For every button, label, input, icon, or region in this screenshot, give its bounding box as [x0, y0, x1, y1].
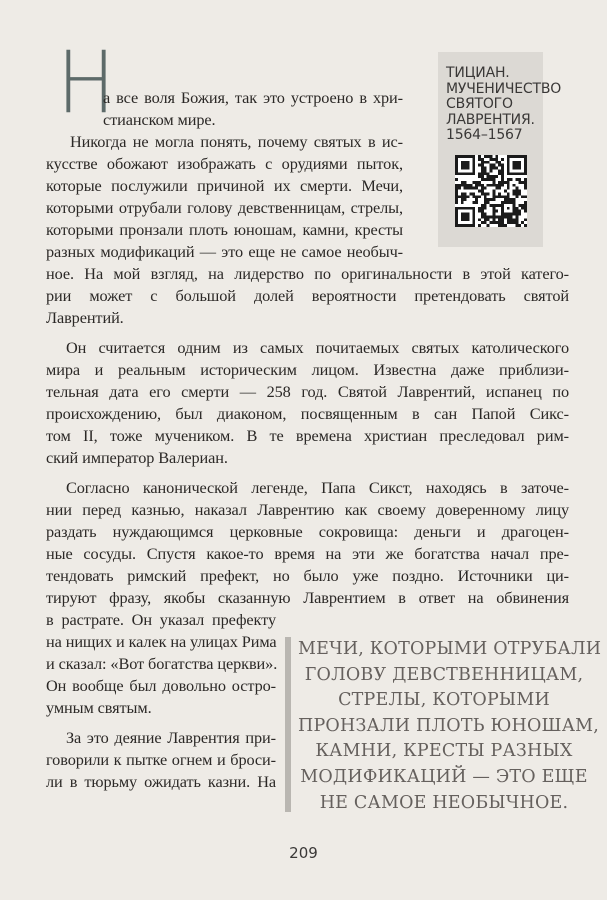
quote-line: МЕЧИ, КОТОРЫМИ ОТРУБАЛИ: [298, 639, 602, 659]
drop-cap: Н: [57, 33, 116, 133]
quote-line: КАМНИ, КРЕСТЫ РАЗНЫХ: [315, 741, 573, 762]
quote-line: МОДИФИКАЦИЙ — ЭТО ЕЩЕ: [300, 766, 588, 787]
text-line: на нищих и калек на улицах Рима: [46, 632, 277, 651]
text-line: рии может с большой долей вероятности претендовать святой: [46, 286, 569, 305]
text-line: Он считается одним из самых почитаемых святых католического: [66, 338, 569, 357]
text-line: За это деяние Лаврентия при-: [66, 728, 276, 747]
caption-line: ТИЦИАН.: [446, 65, 510, 81]
text-line: тируют фразу, якобы сказанную Лаврентием в ответ на обвинения: [46, 588, 569, 607]
text-line: Лаврентий.: [46, 308, 124, 327]
qr-code-icon[interactable]: [455, 155, 527, 227]
text-line: Он вообще был довольно остро-: [46, 676, 276, 695]
text-line: кусстве обожают изображать с орудиями пыток,: [46, 154, 403, 173]
text-line: которыми отрубали голову девственницам, стрелы,: [46, 198, 403, 217]
text-line: ский император Валериан.: [46, 448, 228, 467]
text-line: ли в тюрьму ожидать казни. На: [46, 772, 276, 791]
pull-quote-rule: [285, 637, 291, 812]
text-line: стианском мире.: [103, 110, 216, 129]
text-line: тендовать римский префект, но было уже поздно. Источники ци-: [46, 566, 569, 585]
text-line: мира и реальным историческим лицом. Известна даже приблизи-: [46, 360, 569, 379]
text-line: нии перед казнью, наказал Лаврентию как своему доверенному лицу: [46, 500, 569, 519]
caption-line: СВЯТОГО: [446, 96, 513, 112]
pull-quote: [298, 637, 602, 816]
text-line: умным святым.: [46, 698, 152, 717]
text-line: и сказал: «Вот богатства церкви».: [46, 654, 278, 673]
text-line: ное. На мой взгляд, на лидерство по оригинальности в этой катего-: [46, 264, 569, 283]
text-line: раздать нуждающимся церковные сокровища: деньги и драгоцен-: [46, 522, 569, 541]
text-line: а все воля Божия, так это устроено в хри-: [103, 88, 403, 107]
caption-line: 1564–1567: [446, 127, 523, 143]
text-line: которые послужили причиной их смерти. Мечи,: [46, 176, 403, 195]
text-line: ные сосуды. Спустя какое-то время на эти же богатства начал пре-: [46, 544, 569, 563]
caption-line: МУЧЕНИЧЕСТВО: [446, 80, 562, 97]
quote-line: НЕ САМОЕ НЕОБЫЧНОЕ.: [319, 792, 569, 813]
text-line: в растрате. Он указал префекту: [46, 610, 276, 629]
quote-line: СТРЕЛЫ, КОТОРЫМИ: [338, 690, 550, 711]
text-line: происхождению, был диаконом, посвященным в сан Папой Сикс-: [46, 404, 569, 423]
artwork-caption: [446, 65, 562, 144]
text-line: говорили к пытке огнем и броси-: [46, 750, 276, 769]
caption-line: ЛАВРЕНТИЯ.: [446, 111, 535, 128]
quote-line: ГОЛОВУ ДЕВСТВЕННИЦАМ,: [304, 664, 584, 685]
text-line: тельная дата его смерти — 258 год. Святой Лаврентий, испанец по: [46, 382, 569, 401]
quote-line: ПРОНЗАЛИ ПЛОТЬ ЮНОШАМ,: [298, 715, 600, 736]
text-line: Согласно канонической легенде, Папа Сикст, находясь в заточе-: [66, 478, 569, 497]
text-line: разных модификаций — это еще не самое необыч-: [46, 242, 403, 261]
text-line: том II, тоже мучеником. В те времена христиан преследовал рим-: [46, 426, 569, 445]
page-number: 209: [289, 844, 318, 862]
text-line: которыми пронзали плоть юношам, камни, кресты: [46, 220, 403, 239]
text-line: Никогда не могла понять, почему святых в ис-: [70, 132, 403, 151]
